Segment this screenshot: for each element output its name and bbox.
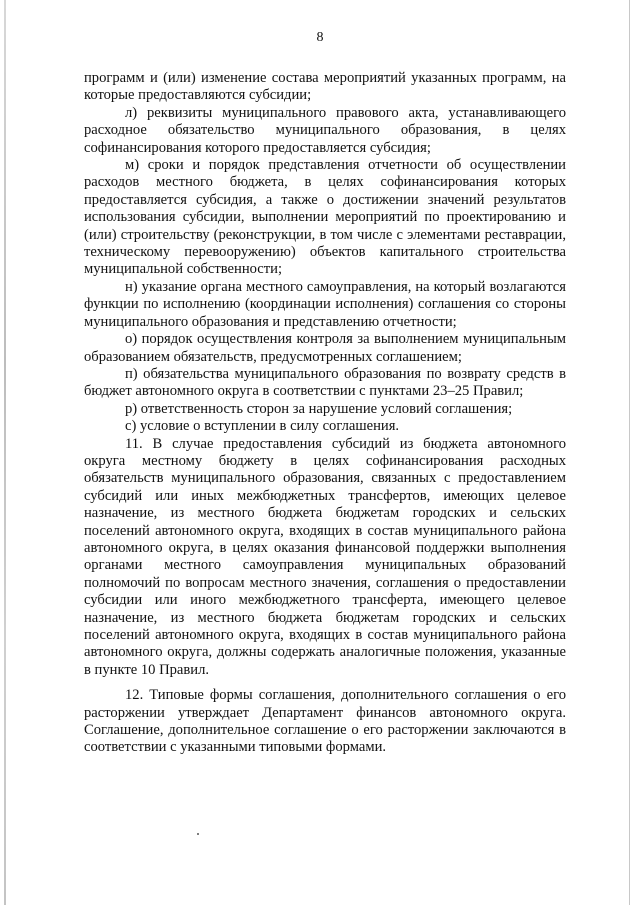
paragraph-item-r: р) ответственность сторон за нарушение условий соглашения;: [125, 400, 513, 417]
paragraph-item-m: м) сроки и порядок представления отчетности об осуществлении расходов местного бюджета, в целях софинансирования которых предоставляется субсидия, а также о достижении значений результатов использования субсидии, выполнении мероприятий по проектированию и (или) строительству (реконструкции, в том числе с элементами реставрации, техническому перевооружению) объектов капитального строительства муниципальной собственности;: [84, 157, 566, 278]
paragraph-item-s: с) условие о вступлении в силу соглашения.: [125, 418, 400, 435]
paragraph-continuation: программ и (или) изменение состава мероприятий указанных программ, на которые предоставляются субсидии;: [84, 70, 566, 104]
paragraph-item-o: о) порядок осуществления контроля за выполнением муниципальным образованием обязательств, предусмотренных соглашением;: [84, 331, 566, 365]
scan-edge-left: [4, 0, 6, 905]
paragraph-item-n: н) указание органа местного самоуправления, на который возлагаются функции по исполнению (координации исполнения) соглашения со стороны муниципального образования и представлению отчетности;: [84, 278, 566, 330]
paragraph-item-l: л) реквизиты муниципального правового акта, устанавливающего расходное обязательство муниципального образования, в целях софинансирования которого предоставляется субсидия;: [84, 104, 566, 156]
scan-speck: [197, 833, 199, 835]
paragraph-section-11: 11. В случае предоставления субсидий из бюджета автономного округа местному бюджету в целях софинансирования расходных обязательств муниципального образования, связанных с предоставлением субсидий или иных межбюджетных трансфертов, имеющих целевое назначение, из местного бюджета бюджетам городских и сельских поселений автономного округа, входящих в состав муниципального района автономного округа, в целях оказания финансовой поддержки выполнения органами местного самоуправления муниципальных образований полномочий по вопросам местного значения, соглашения о предоставлении субсидии или иного межбюджетного трансферта, имеющего целевое назначение, из местного бюджета бюджетам городских и сельских поселений автономного округа, входящих в состав муниципального района автономного округа, должны содержать аналогичные положения, указанные в пункте 10 Правил.: [84, 435, 566, 678]
scan-edge-right: [629, 0, 630, 905]
document-body: [84, 70, 566, 757]
page-number: 8: [316, 30, 324, 45]
paragraph-item-p: п) обязательства муниципального образования по возврату средств в бюджет автономного округа в соответствии с пунктами 23–25 Правил;: [84, 365, 566, 400]
paragraph-section-12: 12. Типовые формы соглашения, дополнительного соглашения о его расторжении утверждает Департамент финансов автономного округа. Соглашение, дополнительное соглашение о его расторжении заключаются в соответствии с указанными типовыми формами.: [84, 687, 566, 756]
